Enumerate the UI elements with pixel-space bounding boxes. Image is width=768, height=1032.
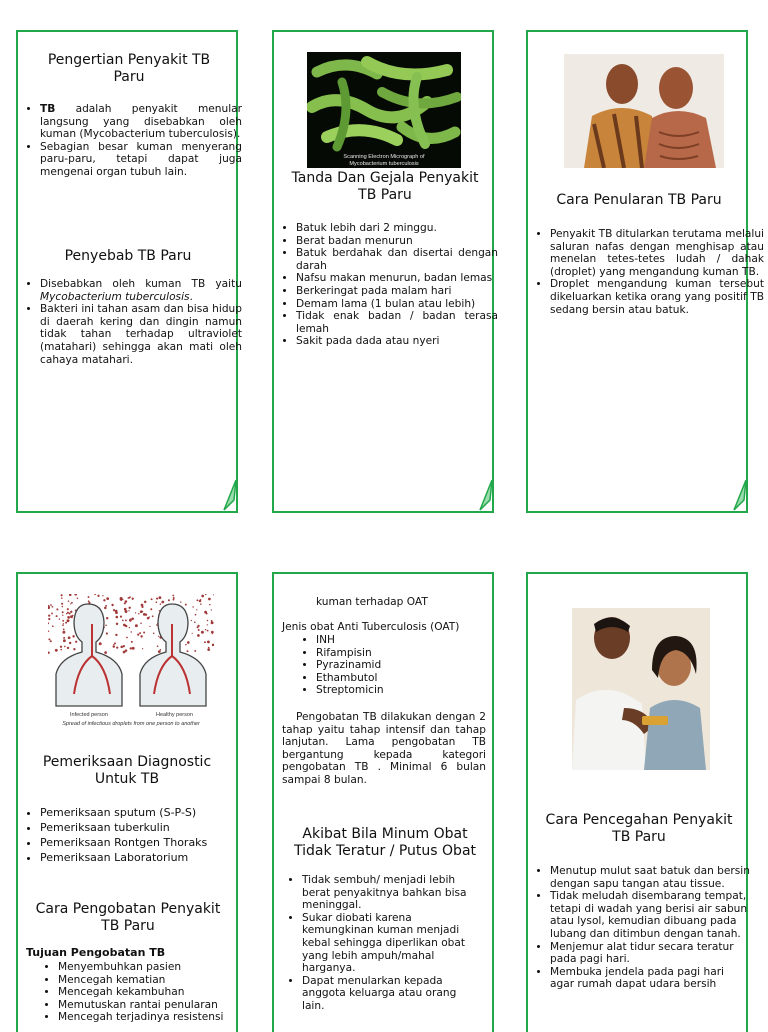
droplet-dot (120, 616, 122, 618)
droplet-dot (51, 612, 53, 614)
droplet-dot (156, 598, 158, 600)
droplet-dot (59, 618, 60, 619)
list-item: • Droplet mengandung kuman tersebut dikeluarkan ketika orang yang positif TB sedang bersin atau batuk. (550, 278, 764, 316)
list-pencegahan (530, 865, 750, 991)
droplet-dot (50, 641, 51, 642)
droplet-dot (115, 634, 117, 636)
droplet-dot (211, 621, 214, 624)
droplet-spread-illustration (48, 594, 214, 732)
page-fold-icon (478, 480, 494, 514)
droplet-dot (67, 608, 69, 610)
panel-obat (272, 572, 494, 1032)
list-item: • Menyembuhkan pasien (58, 961, 270, 974)
droplet-dot (75, 641, 77, 643)
droplet-dot (192, 606, 193, 607)
list-item: • Sakit pada dada atau nyeri (296, 335, 498, 348)
droplet-dot (125, 625, 127, 627)
droplet-dot (208, 598, 211, 601)
droplet-dot (137, 634, 139, 636)
droplet-dot (211, 609, 212, 610)
list-item: • Demam lama (1 bulan atau lebih) (296, 298, 498, 311)
droplet-dot (113, 645, 116, 648)
droplet-dot (125, 610, 128, 613)
droplet-dot (196, 599, 198, 601)
droplet-dot (64, 646, 66, 648)
droplet-dot (62, 606, 63, 607)
droplet-dot (71, 602, 73, 604)
droplet-dot (173, 597, 175, 599)
droplet-dot (61, 603, 63, 605)
droplet-dot (103, 599, 105, 601)
droplet-dot (208, 647, 210, 649)
droplet-dot (180, 601, 181, 602)
droplet-dot (209, 604, 210, 605)
droplet-dot (124, 608, 127, 611)
list-gejala (276, 222, 498, 348)
droplet-dot (124, 602, 126, 604)
droplet-dot (124, 645, 125, 646)
droplet-dot (187, 650, 189, 652)
droplet-dot (207, 640, 210, 643)
droplet-dot (73, 648, 75, 650)
infected-person-label: Infected person (70, 712, 108, 718)
droplet-dot (48, 614, 50, 616)
list-item: • Pemeriksaan sputum (S-P-S) (40, 805, 246, 820)
patients-photo (564, 54, 724, 168)
droplet-dot (131, 617, 134, 620)
droplet-dot (50, 604, 52, 606)
droplet-dot (131, 641, 133, 643)
droplet-dot (205, 594, 207, 595)
droplet-dot (191, 620, 192, 621)
droplet-dot (69, 594, 72, 596)
droplet-dot (116, 623, 118, 625)
droplet-dot (156, 601, 158, 603)
droplet-dot (72, 615, 74, 617)
list-item: • Tidak enak badan / badan terasa lemah (296, 310, 498, 335)
droplet-dot (160, 649, 162, 651)
droplet-dot (158, 636, 159, 637)
droplet-dot (115, 616, 118, 619)
droplet-dot (135, 624, 138, 627)
list-item: • Membuka jendela pada pagi hari agar rumah dapat udara bersih (550, 966, 750, 991)
droplet-dot (204, 641, 206, 643)
droplet-dot (105, 625, 107, 627)
droplet-dot (135, 612, 136, 613)
droplet-dot (207, 620, 209, 622)
droplet-dot (70, 603, 71, 604)
droplet-dot (68, 636, 71, 639)
droplet-dot (97, 595, 99, 597)
goal-title: Tujuan Pengobatan TB (26, 946, 166, 959)
droplet-dot (153, 633, 155, 635)
droplet-dot (48, 631, 49, 632)
droplet-dot (127, 597, 128, 598)
list-item: • Mencegah terjadinya resistensi (58, 1011, 270, 1024)
heading-pengobatan: Cara Pengobatan Penyakit TB Paru (35, 901, 221, 934)
droplet-dot (105, 605, 107, 607)
droplet-dot (150, 608, 152, 610)
droplet-dot (129, 620, 131, 622)
droplet-dot (207, 630, 209, 632)
droplet-dot (62, 615, 63, 616)
droplet-dot (68, 600, 70, 602)
droplet-dot (198, 629, 200, 631)
droplet-dot (102, 595, 103, 596)
list-item: • INH (316, 634, 516, 647)
list-item: • Berat badan menurun (296, 235, 498, 248)
droplet-dot (67, 647, 69, 649)
list-item: • Sukar diobati karena kemungkinan kuman menjadi kebal sehingga diperlikan obat yang lebih ampuh/mahal harganya. (302, 912, 482, 975)
droplet-dot (62, 611, 64, 613)
droplet-dot (196, 609, 197, 610)
droplet-dot (195, 614, 197, 616)
droplet-dot (192, 633, 193, 634)
droplet-dot (63, 629, 65, 631)
list-oat (276, 634, 516, 697)
droplet-dot (207, 648, 210, 651)
droplet-dot (143, 613, 146, 616)
list-penyebab (20, 278, 242, 366)
droplet-dot (56, 608, 58, 610)
droplet-dot (172, 595, 174, 597)
droplet-dot (194, 621, 196, 623)
droplet-dot (72, 635, 74, 637)
droplet-dot (130, 647, 132, 649)
droplet-dot (67, 619, 70, 622)
droplet-dot (61, 594, 63, 596)
droplet-dot (138, 613, 139, 614)
droplet-dot (139, 632, 141, 634)
droplet-dot (48, 618, 50, 620)
droplet-dot (173, 599, 175, 601)
droplet-dot (120, 597, 123, 600)
droplet-dot (116, 646, 118, 648)
list-item: • Pemeriksaan Laboratorium (40, 850, 246, 865)
list-item: • TB adalah penyakit menular langsung yang disebabkan oleh kuman (Mycobacterium tuberculosis). (40, 103, 242, 141)
droplet-dot (130, 631, 131, 632)
droplet-dot (151, 598, 153, 600)
list-item: • Tidak meludah disembarang tempat, tetapi di wadah yang berisi air sabun atau lysol, kemudian dibuang pada lubang dan ditimbun dengan tanah. (550, 890, 750, 940)
droplet-dot (113, 609, 115, 611)
panel-penularan (526, 30, 764, 513)
droplet-dot (187, 641, 190, 644)
droplet-dot (62, 620, 64, 622)
droplet-dot (104, 651, 107, 654)
droplet-dot (149, 616, 150, 617)
droplet-dot (60, 646, 62, 648)
droplet-dot (141, 604, 144, 607)
list-item: • Mencegah kekambuhan (58, 986, 270, 999)
droplet-dot (198, 625, 200, 627)
droplet-dot (194, 650, 196, 652)
list-item: • Streptomicin (316, 684, 516, 697)
droplet-dot (199, 600, 201, 602)
treatment-paragraph: Pengobatan TB dilakukan dengan 2 tahap yaitu tahap intensif dan tahap lanjutan. Lama pengobatan TB bergantung kepada kategori pengobatan TB . Minimal 6 bulan sampai 8 bulan. (282, 711, 486, 786)
droplet-dot (142, 648, 143, 649)
droplet-dot (67, 612, 69, 614)
list-item: • Pyrazinamid (316, 659, 516, 672)
droplet-dot (65, 622, 67, 624)
list-item: • Dapat menularkan kepada anggota keluarga atau orang lain. (302, 975, 482, 1013)
droplet-dot (55, 649, 58, 652)
list-item: • Nafsu makan menurun, badan lemas (296, 272, 498, 285)
droplet-dot (106, 632, 108, 634)
list-item: • Sebagian besar kuman menyerang paru-paru, tetapi dapat juga mengenai organ tubuh lain. (40, 141, 242, 179)
droplet-dot (168, 599, 170, 601)
droplet-dot (204, 611, 207, 614)
panel-pencegahan (526, 572, 748, 1032)
droplet-dot (69, 642, 71, 644)
droplet-dot (197, 634, 200, 637)
list-item: • Batuk berdahak dan disertai dengan darah (296, 247, 498, 272)
droplet-dot (60, 649, 62, 651)
list-item: • Menjemur alat tidur secara teratur pada pagi hari. (550, 941, 750, 966)
heading-penularan: Cara Penularan TB Paru (556, 192, 722, 208)
svg-text:Mycobacterium tuberculosis: Mycobacterium tuberculosis (349, 161, 419, 167)
list-diagnostic (20, 805, 246, 865)
droplet-dot (207, 624, 208, 625)
list-item: • Pemeriksaan Rontgen Thoraks (40, 835, 246, 850)
list-item: • Tidak sembuh/ menjadi lebih berat penyakitnya bahkan bisa meninggal. (302, 874, 482, 912)
droplet-dot (185, 604, 187, 606)
continued-text: kuman terhadap OAT (316, 596, 428, 608)
droplet-dot (56, 615, 58, 617)
droplet-dot (160, 603, 162, 605)
page-fold-icon (732, 480, 748, 514)
droplet-dot (158, 650, 161, 653)
droplet-dot (106, 597, 109, 600)
panel-gejala (272, 30, 498, 513)
page-fold-icon (222, 480, 238, 514)
droplet-dot (115, 611, 118, 614)
droplet-dot (125, 619, 127, 621)
droplet-dot (70, 611, 72, 613)
droplet-dot (213, 594, 214, 595)
heading-pengertian: Pengertian Penyakit TB Paru (47, 52, 211, 85)
list-penularan (530, 228, 764, 316)
heading-diagnostic: Pemeriksaan Diagnostic Untuk TB (42, 754, 212, 787)
bacteria-micrograph-image (307, 52, 461, 168)
droplet-dot (52, 625, 54, 627)
list-item: • Bakteri ini tahan asam dan bisa hidup di daerah kering dan dingin namun tidak tahan terhadap ultraviolet (matahari) sehingga akan mati oleh cahaya matahari. (40, 303, 242, 366)
droplet-dot (161, 601, 164, 604)
droplet-dot (140, 622, 142, 624)
droplet-dot (122, 620, 124, 622)
droplet-dot (62, 624, 64, 626)
droplet-dot (114, 642, 116, 644)
droplet-dot (67, 616, 70, 619)
heading-akibat: Akibat Bila Minum Obat Tidak Teratur / Putus Obat (293, 826, 477, 859)
droplet-dot (125, 649, 128, 652)
list-pengertian (20, 103, 242, 179)
droplet-dot (159, 596, 162, 599)
droplet-dot (61, 597, 63, 599)
list-item: • Memutuskan rantai penularan (58, 999, 270, 1012)
droplet-dot (63, 639, 66, 642)
droplet-dot (48, 638, 50, 640)
list-item: • Pemeriksaan tuberkulin (40, 820, 246, 835)
droplet-dot (212, 633, 213, 634)
droplet-dot (144, 601, 146, 603)
droplet-dot (52, 606, 54, 608)
droplet-dot (106, 617, 108, 619)
panel-pengertian (16, 30, 242, 513)
droplet-dot (149, 626, 150, 627)
heading-gejala: Tanda Dan Gejala Penyakit TB Paru (291, 170, 479, 203)
droplet-dot (62, 631, 65, 634)
droplet-dot (48, 606, 50, 609)
image-caption: Scanning Electron Micrograph of (343, 154, 425, 160)
droplet-dot (132, 598, 134, 600)
droplet-dot (157, 645, 159, 647)
healthy-person-label: Healthy person (156, 712, 193, 718)
droplet-dot (200, 603, 202, 605)
panel-pemeriksaan (16, 572, 238, 1032)
droplet-dot (88, 596, 90, 598)
droplet-dot (48, 622, 49, 624)
droplet-dot (129, 607, 131, 609)
list-akibat (282, 874, 482, 1013)
droplet-dot (197, 626, 199, 628)
list-item: • Berkeringat pada malam hari (296, 285, 498, 298)
droplet-dot (128, 610, 129, 611)
droplet-dot (212, 644, 214, 647)
list-item: • Mencegah kematian (58, 974, 270, 987)
image-caption: Spread of infectious droplets from one person to another (62, 721, 200, 727)
droplet-dot (111, 604, 113, 606)
droplet-dot (48, 652, 50, 654)
list-item: • Penyakit TB ditularkan terutama melalui saluran nafas dengan menghisap atau menelan tetes-tetes ludah / dahak (droplet) yang mengandung kuman TB. (550, 228, 764, 278)
droplet-dot (63, 623, 64, 624)
list-item: • Rifampisin (316, 647, 516, 660)
droplet-dot (99, 642, 102, 645)
list-item: • Disebabkan oleh kuman TB yaitu Mycobacterium tuberculosis. (40, 278, 242, 303)
droplet-dot (132, 647, 135, 650)
droplet-dot (77, 597, 79, 599)
list-item: • Menutup mulut saat batuk dan bersin dengan sapu tangan atau tissue. (550, 865, 750, 890)
droplet-dot (94, 594, 96, 595)
droplet-dot (201, 595, 204, 598)
droplet-dot (63, 637, 65, 639)
droplet-dot (74, 594, 77, 596)
droplet-dot (140, 635, 142, 637)
droplet-dot (126, 637, 128, 639)
droplet-dot (185, 644, 186, 645)
list-item: • Ethambutol (316, 672, 516, 685)
droplet-dot (104, 607, 107, 610)
list-goals (20, 961, 270, 1024)
droplet-dot (201, 631, 204, 634)
droplet-dot (129, 627, 130, 628)
medication-photo (572, 608, 710, 770)
droplet-dot (205, 629, 206, 630)
heading-penyebab: Penyebab TB Paru (64, 248, 192, 264)
list-item: • Batuk lebih dari 2 minggu. (296, 222, 498, 235)
droplet-dot (143, 632, 145, 634)
droplet-dot (142, 611, 143, 612)
droplet-dot (120, 646, 123, 649)
oat-title: Jenis obat Anti Tuberculosis (OAT) (282, 621, 460, 633)
heading-pencegahan: Cara Pencegahan Penyakit TB Paru (545, 812, 733, 845)
droplet-dot (152, 615, 154, 617)
